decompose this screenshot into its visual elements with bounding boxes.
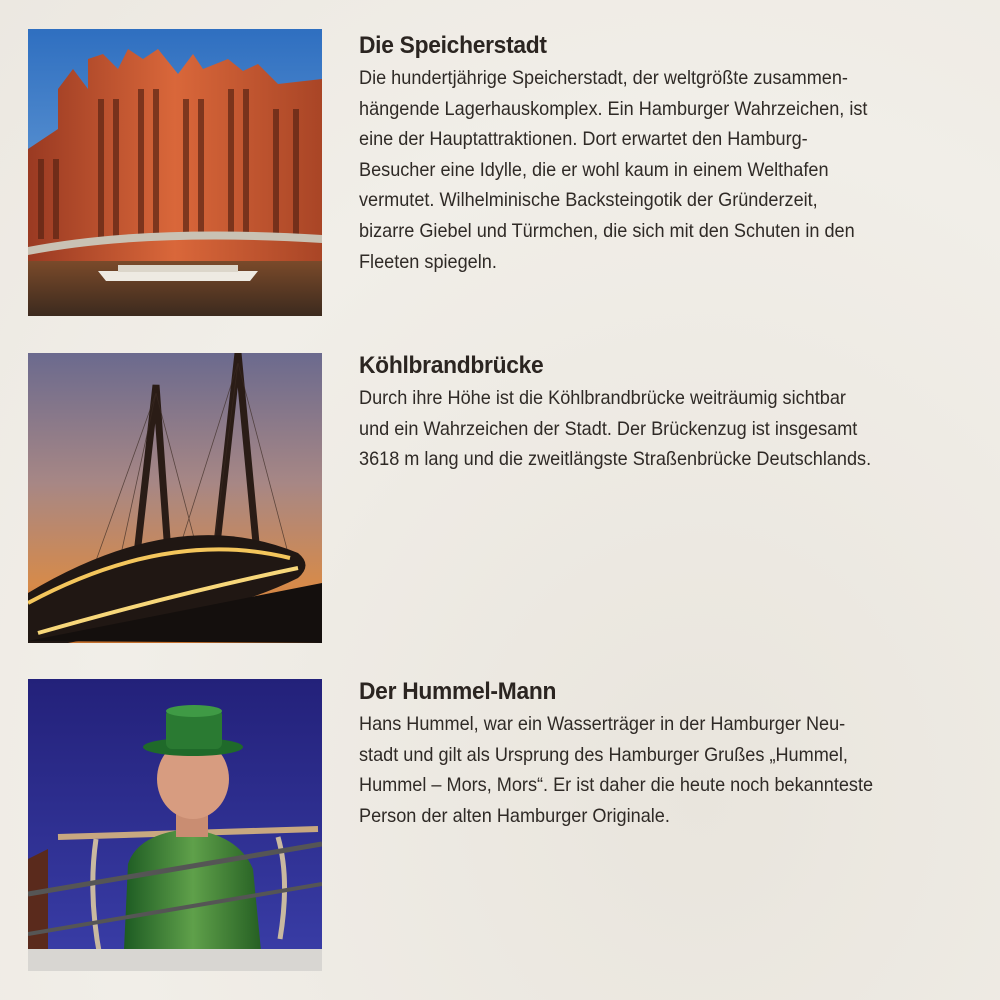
article-text-line: eine der Hauptattraktionen. Dort erwartet den Hamburg- <box>359 128 808 151</box>
article-text-line: hängende Lagerhauskomplex. Ein Hamburger Wahrzeichen, ist <box>359 97 868 120</box>
article-text-line: Die hundertjährige Speicherstadt, der weltgrößte zusammen- <box>359 67 848 89</box>
article-text-line: Besucher eine Idylle, die er wohl kaum in einem Welthafen <box>359 158 829 181</box>
article-hummel-mann <box>359 676 974 831</box>
article-text-line: bizarre Giebel und Türmchen, die sich mit den Schuten in den <box>359 219 855 242</box>
article-text-line: stadt und gilt als Ursprung des Hamburger Grußes „Hummel, <box>359 743 848 766</box>
koehlbrandbruecke-photo <box>28 353 322 643</box>
article-title: Köhlbrandbrücke <box>359 352 544 379</box>
article-text-line: Hans Hummel, war ein Wasserträger in der Hamburger Neu- <box>359 713 846 735</box>
article-text-line: Durch ihre Höhe ist die Köhlbrandbrücke weiträumig sichtbar <box>359 387 846 409</box>
article-speicherstadt <box>359 30 974 277</box>
article-text-line: vermutet. Wilhelminische Backsteingotik der Gründerzeit, <box>359 189 818 212</box>
article-text-line: Fleeten spiegeln. <box>359 250 497 273</box>
article-text-line: und ein Wahrzeichen der Stadt. Der Brückenzug ist insgesamt <box>359 417 858 440</box>
article-title: Der Hummel-Mann <box>359 678 557 705</box>
article-text-line: Hummel – Mors, Mors“. Er ist daher die heute noch bekannteste <box>359 774 874 797</box>
hummel-mann-photo <box>28 679 322 971</box>
speicherstadt-photo <box>28 29 322 316</box>
article-text-line: Person der alten Hamburger Originale. <box>359 804 670 827</box>
article-koehlbrandbruecke <box>359 350 974 475</box>
article-text-line: 3618 m lang und die zweitlängste Straßenbrücke Deutschlands. <box>359 448 872 471</box>
article-title: Die Speicherstadt <box>359 32 547 59</box>
